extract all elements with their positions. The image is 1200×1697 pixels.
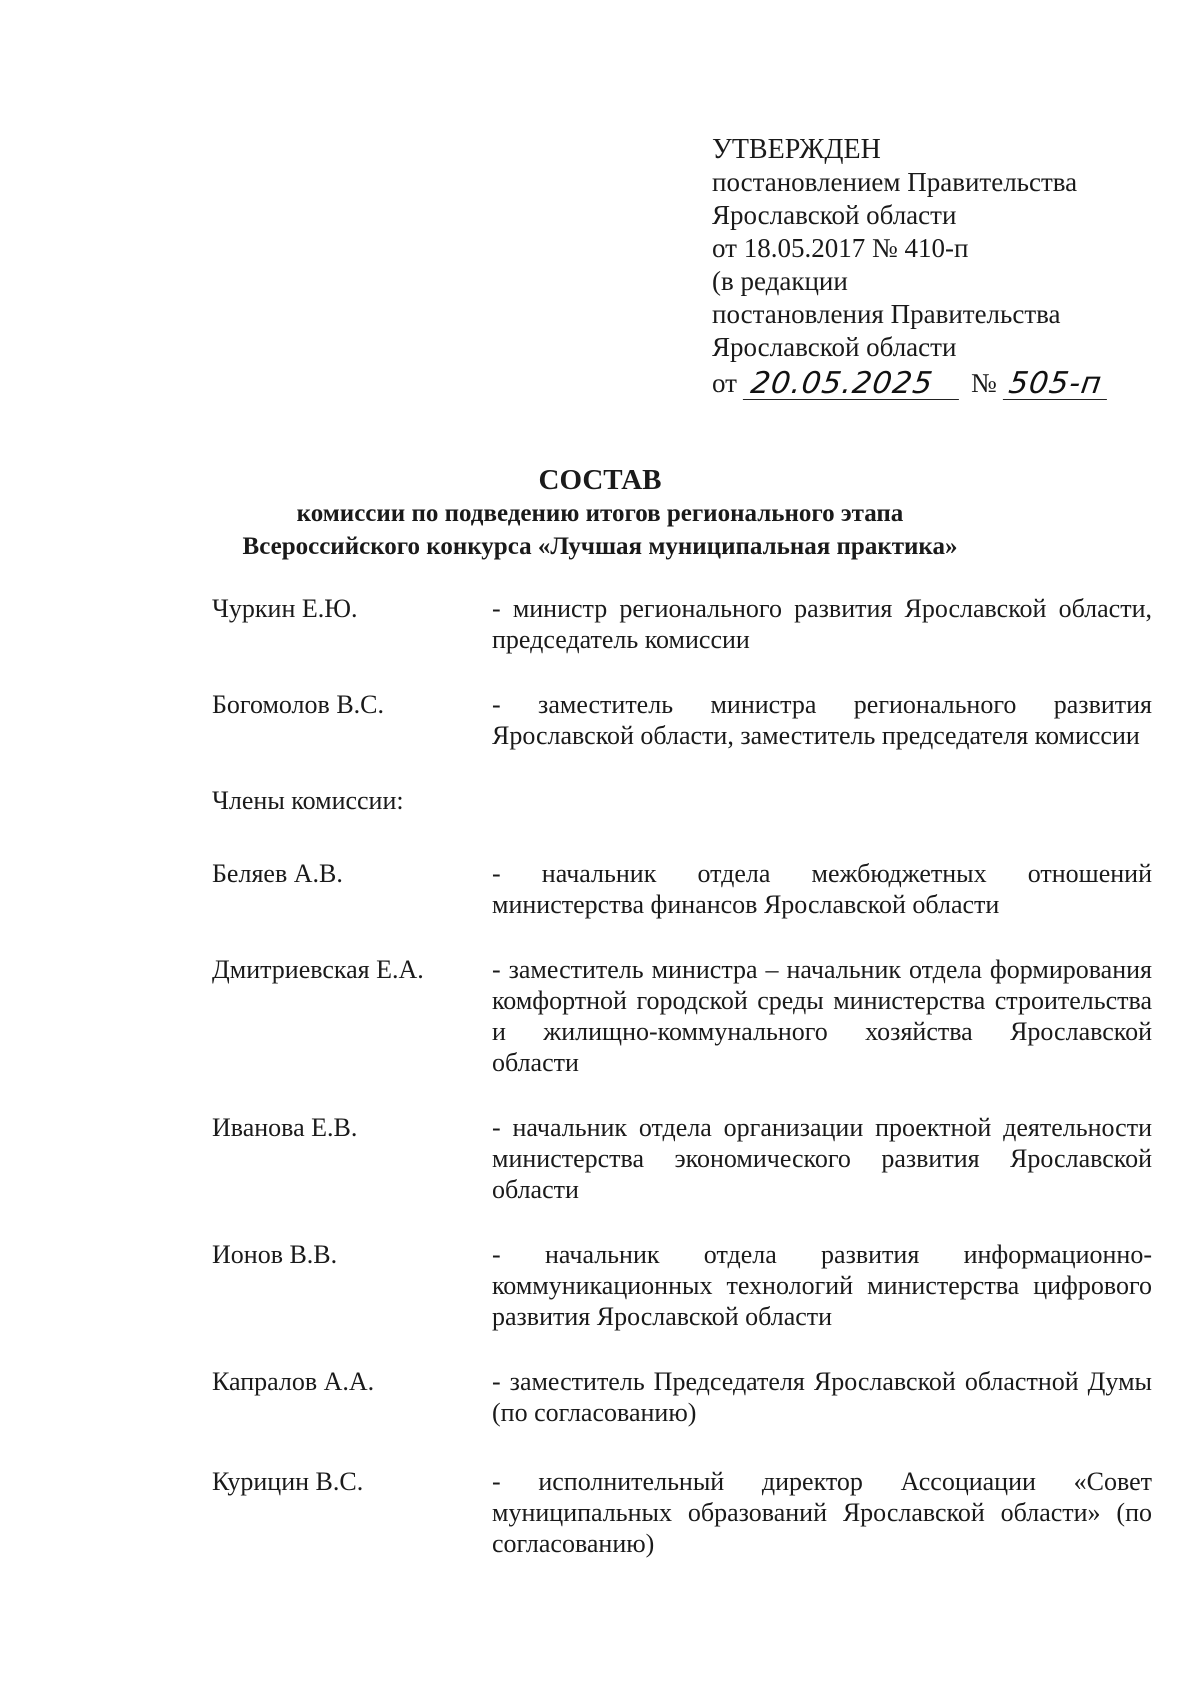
member-name: Ионов В.В.: [212, 1240, 338, 1269]
roster-row-chairman: [212, 593, 1152, 655]
commission-roster: [212, 593, 1152, 1593]
member-role: - начальник отдела межбюджетных отношений министерства финансов Ярославской области: [492, 859, 1152, 919]
member-role: - начальник отдела организации проектной деятельности министерства экономического развития Ярославской области: [492, 1113, 1152, 1204]
member-role: - заместитель Председателя Ярославской областной Думы (по согласованию): [492, 1367, 1152, 1427]
member-name: Иванова Е.В.: [212, 1113, 358, 1142]
member-name: Курицин В.С.: [212, 1467, 364, 1496]
approval-line: Ярославской области: [712, 332, 957, 362]
approval-date-prefix: от: [712, 368, 737, 398]
roster-row-member: [212, 1466, 1152, 1559]
approval-line: Ярославской области: [712, 200, 957, 230]
title-main: СОСТАВ: [538, 464, 662, 496]
roster-row-member: [212, 1366, 1152, 1428]
roster-row-deputy-chairman: [212, 689, 1152, 751]
approval-heading: УТВЕРЖДЕН: [712, 134, 881, 165]
approval-line: постановлением Правительства: [712, 167, 1078, 197]
member-role: - заместитель министра – начальник отдела формирования комфортной городской среды министерства строительства и жилищно-коммунального хозяйства Ярославской области: [492, 955, 1152, 1077]
handwritten-date: 20.05.2025: [743, 369, 963, 400]
approval-line: (в редакции: [712, 266, 848, 296]
member-name: Беляев А.В.: [212, 859, 343, 888]
number-sign: №: [970, 368, 997, 398]
members-section-label: Члены комиссии:: [212, 786, 404, 815]
member-name: Чуркин Е.Ю.: [212, 594, 358, 623]
approval-line: постановления Правительства: [712, 299, 1061, 329]
member-role: - министр регионального развития Ярославской области, председатель комиссии: [492, 594, 1152, 654]
member-name: Дмитриевская Е.А.: [212, 955, 424, 984]
title-subtitle-line-2: Всероссийского конкурса «Лучшая муниципальная практика»: [242, 533, 958, 560]
roster-row-member: [212, 1239, 1152, 1332]
roster-row-member: [212, 954, 1152, 1078]
approval-handwritten-line: [712, 364, 1132, 400]
member-role: - начальник отдела развития информационно-коммуникационных технологий министерства цифрового развития Ярославской области: [492, 1240, 1152, 1331]
roster-row-member: [212, 858, 1152, 920]
member-name: Капралов А.А.: [212, 1367, 375, 1396]
member-role: - заместитель министра регионального развития Ярославской области, заместитель председателя комиссии: [492, 690, 1152, 750]
approval-line: от 18.05.2017 № 410-п: [712, 233, 969, 263]
title-subtitle-line-1: комиссии по подведению итогов регионального этапа: [296, 500, 904, 527]
member-role: - исполнительный директор Ассоциации «Совет муниципальных образований Ярославской области» (по согласованию): [492, 1467, 1152, 1558]
approval-stamp-block: [712, 133, 1132, 400]
handwritten-number: 505-п: [1003, 369, 1111, 400]
roster-row-member: [212, 1112, 1152, 1205]
member-name: Богомолов В.С.: [212, 690, 384, 719]
document-title: [0, 463, 1200, 563]
